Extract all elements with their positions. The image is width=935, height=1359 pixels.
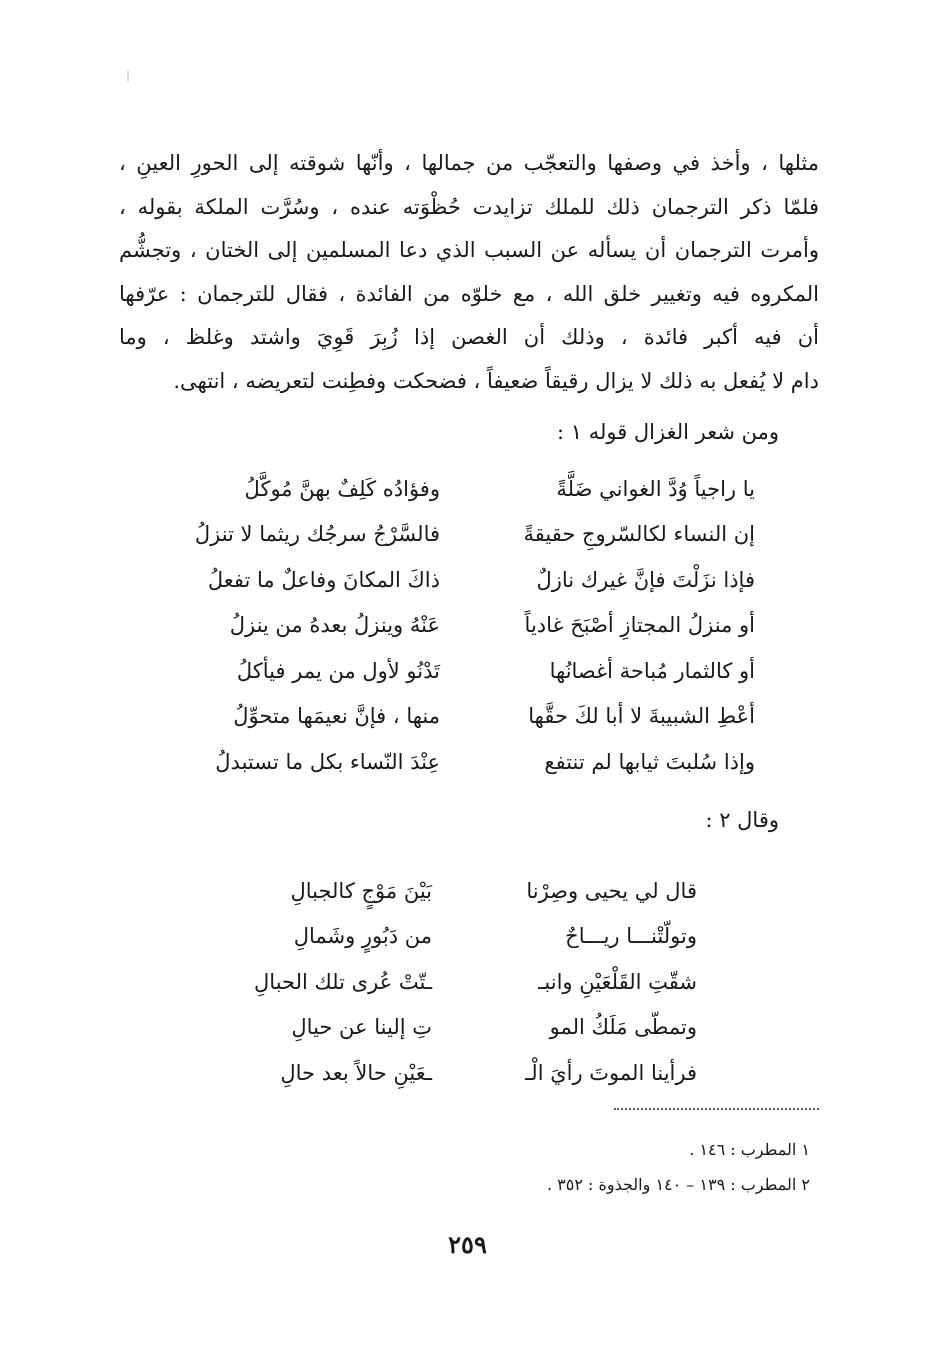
poem2-intro: وقال ٢ : <box>705 808 779 832</box>
verse-second-hemistich: بَيْنَ مَوْجٍ كالجبالِ <box>290 878 432 903</box>
prose-line: مثلها ، وأخذ في وصفها والتعجّب من جمالها ، وأنّها شوقته إلى الحورِ العينِ ، <box>119 151 819 175</box>
verse <box>217 959 697 1005</box>
verse-first-hemistich: أو كالثمار مُباحة أغصانُها <box>549 658 755 683</box>
verse <box>170 466 755 512</box>
verse-first-hemistich: أو منزلُ المجتازِ أصْبَحَ غادياً <box>524 613 755 638</box>
verse-second-hemistich: عِنْدَ النّساء بكل ما تستبدلُ <box>215 749 440 774</box>
verse-second-hemistich: ذاكَ المكانَ وفاعلٌ ما تفعلُ <box>207 567 440 592</box>
prose-line: دام لا يُفعل به ذلك لا يزال رقيقاً ضعيفاً ، فضحكت وفطِنت لتعريضه ، انتهى. <box>173 368 819 393</box>
verse-second-hemistich: منها ، فإنَّ نعيمَها متحوِّلُ <box>233 704 440 729</box>
verse-first-hemistich: قال لي يحيى وصِرْنا <box>526 878 697 903</box>
verse <box>170 739 755 785</box>
poem-1 <box>170 466 755 785</box>
verse-first-hemistich: أعْطِ الشبيبةَ لا أبا لكَ حقَّها <box>528 704 755 729</box>
page-number: ٢٥٩ <box>448 1230 487 1259</box>
footnotes <box>547 1140 810 1210</box>
prose-line: أن فيه أكبر فائدة ، وذلك أن الغصن إذا زُبِرَ قَوِيَ واشتد وغلظ ، وما <box>119 325 819 349</box>
verse-first-hemistich: يا راجياً وُدَّ الغواني ضَلَّةً <box>556 476 755 501</box>
verse-second-hemistich: عَنْهُ وينزلُ بعدهُ من ينزلُ <box>229 613 440 638</box>
poem1-intro: ومن شعر الغزال قوله ١ : <box>556 420 779 444</box>
verse <box>217 914 697 960</box>
verse <box>170 648 755 694</box>
verse <box>217 1050 697 1096</box>
verse-first-hemistich: شقّتِ القَلْعَيْنِ وانبـ <box>538 969 697 994</box>
verse-first-hemistich: وتمطّى مَلَكُ المو <box>549 1015 697 1040</box>
verse-second-hemistich: تَدْنُو لأول من يمر فيأكلُ <box>236 658 440 683</box>
poem-2 <box>217 868 697 1096</box>
verse-first-hemistich: وتولّتْنـــا ريـــاحٌ <box>565 924 697 949</box>
verse-second-hemistich: وفؤادُه كَلِفٌ بهنَّ مُوكَّلُ <box>244 476 440 501</box>
verse-second-hemistich: من دَبُورٍ وشَمالِ <box>293 924 432 949</box>
verse-second-hemistich: ـتّتْ عُرى تلك الحبالِ <box>254 969 432 994</box>
verse-first-hemistich: وإذا سُلبتَ ثيابها لم تنتفع <box>544 749 755 774</box>
verse <box>217 868 697 914</box>
scan-mark: | <box>126 68 131 82</box>
verse-first-hemistich: فرأينا الموتَ رأيَ الْـ <box>525 1060 697 1085</box>
prose-line: فلمّا ذكر الترجمان ذلك للملك تزايدت حُظْوَته عنده ، وسُرَّت الملكة بقوله ، <box>119 194 819 219</box>
verse-second-hemistich: تِ إلينا عن حيالِ <box>291 1015 432 1040</box>
footnote: ٢ المطرب : ١٣٩ – ١٤٠ والجذوة : ٣٥٢ . <box>546 1175 810 1194</box>
verse-first-hemistich: فإذا نزَلْتَ فإنَّ غيرك نازلٌ <box>536 567 755 592</box>
prose-line: المكروه فيه وتغيير خلق الله ، مع خلوّه من الفائدة ، فقال للترجمان : عرّفها <box>119 281 819 306</box>
verse <box>170 557 755 603</box>
verse-second-hemistich: فالسَّرْجُ سرجُك ريثما لا تنزلُ <box>194 522 440 547</box>
verse <box>217 1005 697 1051</box>
verse-first-hemistich: إن النساء لكالسّروجِ حقيقةً <box>523 522 755 547</box>
verse <box>170 512 755 558</box>
verse <box>170 694 755 740</box>
verse <box>170 603 755 649</box>
footnote-divider <box>614 1108 819 1110</box>
prose-block <box>119 142 819 403</box>
verse-second-hemistich: ـعَيْنِ حالاً بعد حالِ <box>280 1060 432 1085</box>
footnote: ١ المطرب : ١٤٦ . <box>689 1140 810 1159</box>
prose-line: وأمرت الترجمان أن يسأله عن السبب الذي دعا المسلمين إلى الختان ، وتجشُّم <box>119 238 819 262</box>
